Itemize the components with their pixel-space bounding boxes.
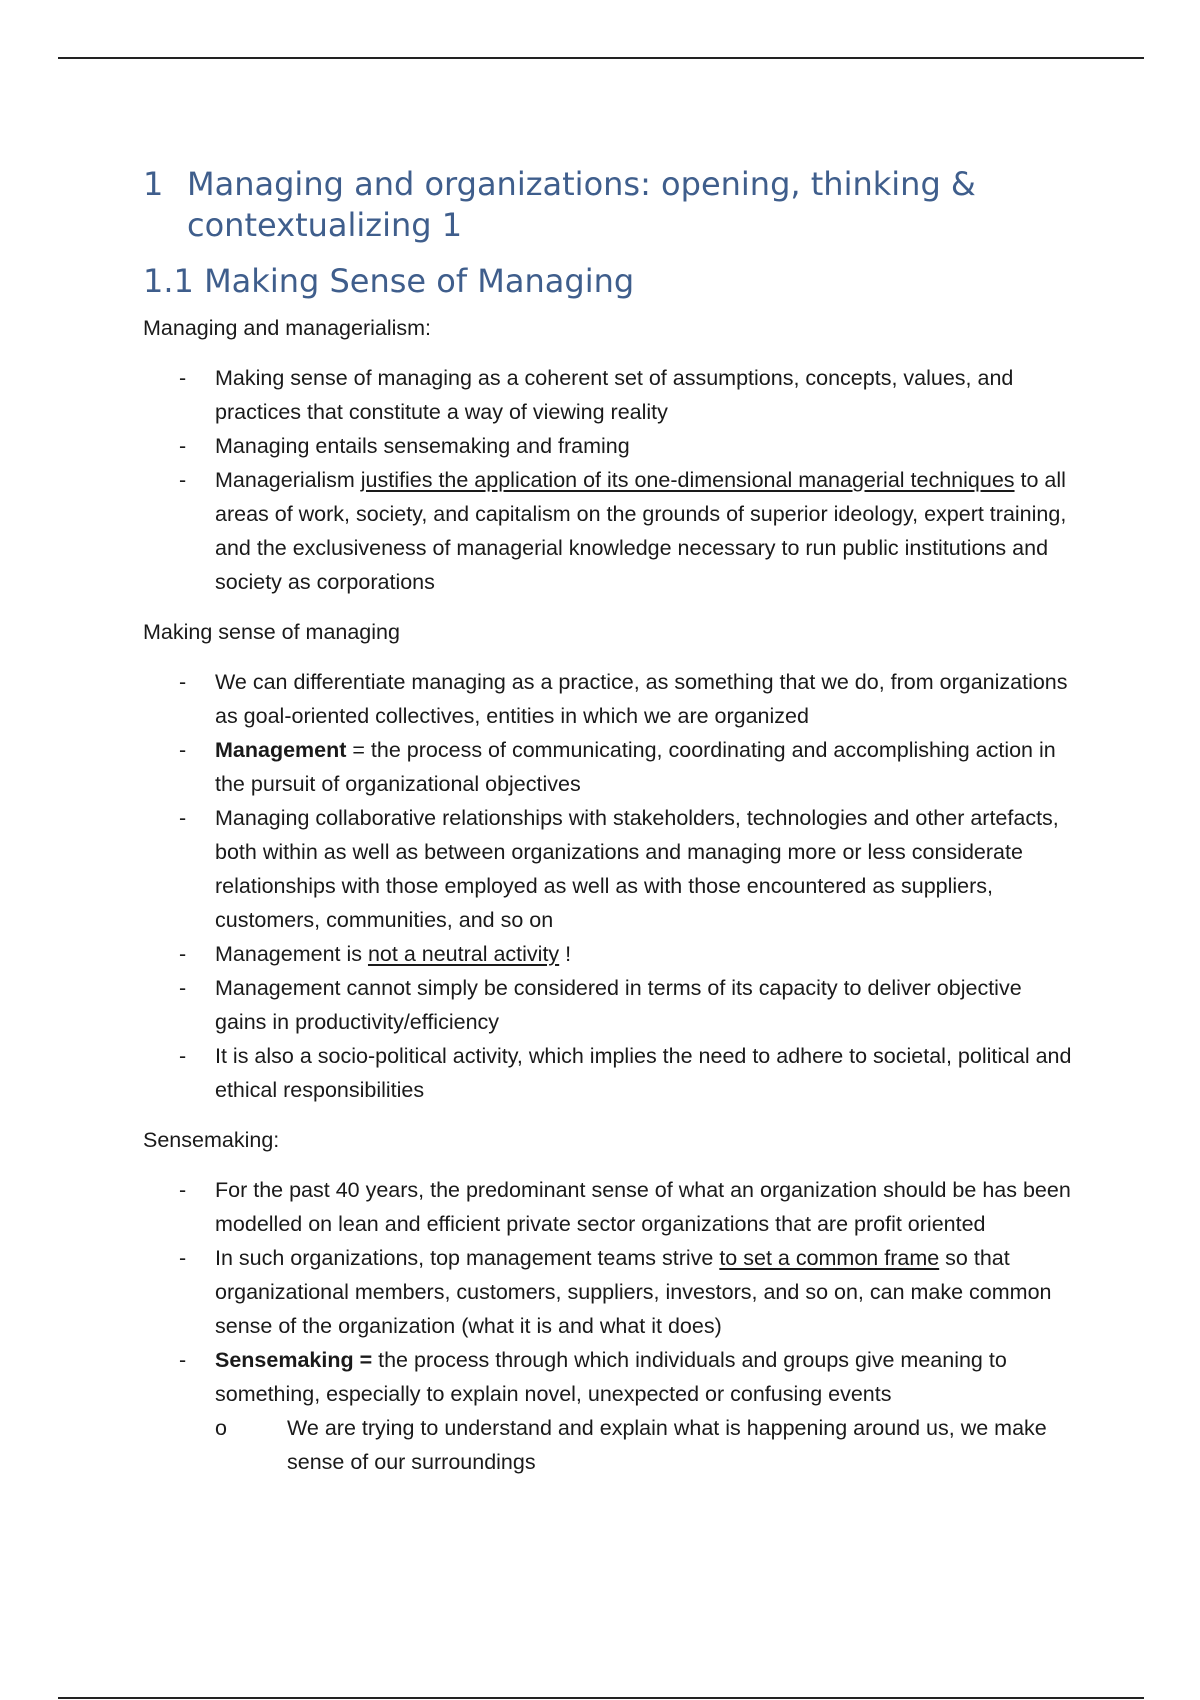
underlined-text: justifies the application of its one-dimensional managerial techniques: [360, 468, 1015, 492]
list-item: - We can differentiate managing as a practice, as something that we do, from organizations as goal-oriented collectives, entities in which we are organized: [143, 665, 1073, 733]
dash-bullet: -: [179, 738, 187, 762]
header-rule: [58, 57, 1144, 59]
chapter-heading: [143, 164, 1073, 246]
dash-bullet: -: [179, 1044, 187, 1068]
dash-bullet: -: [179, 1178, 187, 1202]
dash-bullet: -: [179, 976, 187, 1000]
footer-rule: [58, 1697, 1144, 1699]
list-item: - It is also a socio-political activity, which implies the need to adhere to societal, political and ethical responsibilities: [143, 1039, 1073, 1107]
list-item: - For the past 40 years, the predominant sense of what an organization should be has been modelled on lean and efficient private sector organizations that are profit oriented: [143, 1173, 1073, 1241]
section2-label: Making sense of managing: [143, 620, 400, 644]
underlined-text: not a neutral activity: [367, 942, 560, 966]
list-item: - Managerialism justifies the application of its one-dimensional managerial techniques to all areas of work, society, and capitalism on the grounds of superior ideology, expert training, and the exclusiveness of managerial knowledge necessary to run public institutions and society as corporations: [143, 463, 1073, 599]
section1-list: [143, 361, 1073, 599]
list-item: - Managing collaborative relationships with stakeholders, technologies and other artefacts, both within as well as between organizations and managing more or less considerate relationships with those employed as well as with those encountered as suppliers, customers, communities, and so on: [143, 801, 1073, 937]
bold-term: Sensemaking =: [215, 1348, 373, 1372]
section2-list: [143, 665, 1073, 1107]
list-item: - Management is not a neutral activity !: [143, 937, 1073, 971]
bold-term: Management: [215, 738, 347, 762]
dash-bullet: -: [179, 670, 187, 694]
chapter-title: [187, 164, 976, 246]
list-item: - Making sense of managing as a coherent set of assumptions, concepts, values, and practices that constitute a way of viewing reality: [143, 361, 1073, 429]
section3-list: [143, 1173, 1073, 1479]
dash-bullet: -: [179, 366, 187, 390]
dash-bullet: -: [179, 1246, 187, 1270]
list-item: - Management cannot simply be considered in terms of its capacity to deliver objective gains in productivity/efficiency: [143, 971, 1073, 1039]
dash-bullet: -: [179, 806, 187, 830]
section3-label: Sensemaking:: [143, 1128, 280, 1152]
chapter-title-line2: contextualizing 1: [187, 206, 463, 244]
list-item: - In such organizations, top management teams strive to set a common frame so that organizational members, customers, suppliers, investors, and so on, can make common sense of the organization (what it is and what it does): [143, 1241, 1073, 1343]
dash-bullet: -: [179, 1348, 187, 1372]
list-item: - Managing entails sensemaking and framing: [143, 429, 1073, 463]
list-item: - Management = the process of communicating, coordinating and accomplishing action in the pursuit of organizational objectives: [143, 733, 1073, 801]
chapter-number: 1: [143, 165, 164, 203]
dash-bullet: -: [179, 942, 187, 966]
underlined-text: to set a common frame: [719, 1246, 940, 1270]
section-heading: 1.1 Making Sense of Managing: [143, 262, 635, 300]
sub-list-item: o We are trying to understand and explain what is happening around us, we make sense of our surroundings: [215, 1411, 1073, 1479]
sub-list: [215, 1411, 1073, 1479]
section1-label: Managing and managerialism:: [143, 316, 432, 340]
document-body: [143, 164, 1073, 1495]
circle-bullet: o: [215, 1416, 227, 1440]
list-item: - Sensemaking = the process through which individuals and groups give meaning to something, especially to explain novel, unexpected or confusing events o We are trying to understand and explain what is happening around us, we make sense of our surroundings: [143, 1343, 1073, 1479]
dash-bullet: -: [179, 468, 187, 492]
dash-bullet: -: [179, 434, 187, 458]
chapter-title-line1: Managing and organizations: opening, thinking &: [187, 165, 976, 203]
